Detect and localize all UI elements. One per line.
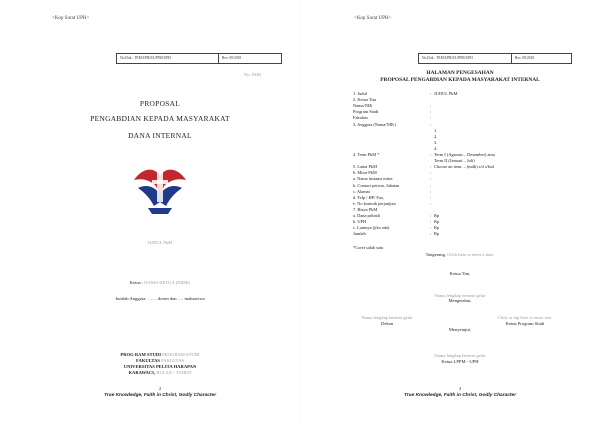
- page-divider: [300, 0, 301, 424]
- form-row-value: 1.: [434, 127, 438, 133]
- form-row-value: 4.: [434, 145, 438, 151]
- form-row-label: e. No kontrak perjanjian: [353, 200, 396, 206]
- pkm-title: PENGABDIAN KEPADA MASYARAKAT: [90, 114, 230, 123]
- form-row-label: b. Contact person, Jabatan: [353, 182, 400, 188]
- uph-logo-icon: [128, 158, 192, 220]
- form-row-label: c. Lainnya (jika ada): [353, 225, 390, 231]
- lppm-signature-name: Nama lengkap beserta gelar: [434, 353, 486, 358]
- form-row-value: 3.: [434, 139, 438, 145]
- form-row-colon: :: [430, 170, 432, 176]
- ketua-tim-signature-name: Nama lengkap beserta gelar: [434, 293, 486, 298]
- form-row-value: Choose an item. – (mdk) s/d s/bsd: [434, 164, 494, 170]
- form-row-label: 2. Ketua Tim: [353, 97, 377, 103]
- approval-title: HALAMAN PENGESAHAN: [426, 70, 494, 76]
- page-number-left: 2: [158, 386, 162, 391]
- proposal-title: PROPOSAL: [139, 99, 181, 108]
- form-row-colon: :: [430, 121, 432, 127]
- footer-motto-right: True Knowledge, Faith in Christ, Godly Character: [403, 393, 517, 398]
- form-row-colon: :: [430, 164, 432, 170]
- form-row-colon: :: [430, 109, 432, 115]
- form-row-label: 1. Judul: [353, 91, 367, 96]
- form-row-colon: :: [430, 231, 432, 237]
- form-row-label: 6. Mitra PkM: [353, 170, 377, 176]
- fund-title: DANA INTERNAL: [128, 131, 192, 140]
- ketua-label: Ketua :: [129, 280, 145, 285]
- city-line: [60, 370, 260, 375]
- kaprodi-signature-name[interactable]: Click or tap here to enter text.: [497, 315, 553, 320]
- kaprodi-label: Ketua Program Studi: [505, 321, 545, 326]
- dekan-label: Dekan: [381, 321, 393, 326]
- form-row-colon: :: [430, 194, 432, 200]
- doc-number-box-right: [418, 53, 572, 64]
- form-row-label: b. UPH: [353, 219, 367, 225]
- form-row-colon: :: [430, 219, 432, 225]
- form-row-colon: :: [430, 91, 432, 96]
- form-row-label: Jumlah: [353, 231, 366, 237]
- fakultas-line: [60, 358, 260, 363]
- fakultas-name: FAKULTAS: [161, 358, 184, 363]
- form-row-label: a. Nama instansi mitra: [353, 176, 393, 182]
- form-row-label: Nama/NIK: [353, 103, 373, 109]
- form-row-colon: :: [430, 152, 432, 157]
- form-row-colon: :: [430, 188, 432, 194]
- doc-number: No.Dok : TEM-I/PRO/LPPM/UPH: [117, 54, 219, 63]
- ketua-line: [60, 280, 260, 285]
- lppm-label: Ketua LPPM - UPH: [441, 359, 479, 364]
- form-row-label: d. Telp / HP/ Fax,: [353, 194, 385, 200]
- ketua-tim-label: Ketua Tim,: [449, 271, 471, 276]
- form-row-label: c. Alamat: [353, 188, 370, 194]
- form-row-colon: :: [430, 225, 432, 231]
- page-number-right: 3: [458, 386, 462, 391]
- form-row-label: 3. Anggota (Nama/NIK): [353, 121, 396, 127]
- judul-pkm: JUDUL PkM: [147, 240, 173, 245]
- prodi-name: PROGRAM STUDI: [162, 352, 200, 357]
- form-row-label: Fakultas: [353, 115, 368, 121]
- form-row-value: Term II (Januari – Juli): [434, 158, 475, 164]
- form-row-value: Rp: [434, 231, 440, 237]
- anggota-line: Jumlah Anggota: …… dosen dan …. mahasiswa: [115, 296, 205, 301]
- ketua-name: NAMA KETUA (NIDK): [144, 280, 191, 285]
- form-row-label: Program Studi: [353, 109, 379, 115]
- form-row-value: Rp: [434, 219, 440, 225]
- doc-revision: Rev. 00/2018: [222, 56, 242, 60]
- kop-surat-right: <Kop Surat UPH>: [354, 16, 392, 21]
- form-row-label: 4. Term PkM *: [353, 152, 380, 157]
- form-row-value: Rp: [434, 225, 440, 231]
- doc-number: No.Dok : TEM-I/PRO/LPPM/UPH: [419, 54, 512, 63]
- date-placeholder-right[interactable]: Click here to enter a date.: [447, 252, 495, 257]
- no-pkm: No. PkM: [244, 72, 261, 77]
- form-row-colon: :: [430, 182, 432, 188]
- tangerang-line: [345, 252, 575, 257]
- form-row-value: 2.: [434, 133, 438, 139]
- menyetujui-label: Menyetujui,: [448, 327, 472, 332]
- city-label: KARAWACI,: [128, 370, 157, 375]
- form-row-value: Rp: [434, 213, 440, 218]
- form-row-value: JUDUL PkM: [434, 91, 458, 96]
- form-row-colon: :: [430, 115, 432, 121]
- footer-motto-left: True Knowledge, Faith in Christ, Godly Character: [103, 393, 217, 398]
- doc-revision: Rev. 00/2018: [515, 56, 535, 60]
- note-text: *Coret salah satu: [353, 245, 384, 250]
- form-row-label: 5. Lama PkM: [353, 164, 378, 170]
- approval-subtitle: PROPOSAL PENGABDIAN KEPADA MASYARAKAT INTERNAL: [380, 77, 540, 83]
- form-row-colon: :: [430, 103, 432, 109]
- kop-surat-left: <Kop Surat UPH>: [52, 16, 90, 21]
- form-row-label: a. Dana pribadi: [353, 213, 380, 218]
- mengetahui-label: Mengetahui,: [448, 298, 472, 303]
- form-row-colon: :: [430, 176, 432, 182]
- date-placeholder: BULAN - TAHUN: [156, 370, 192, 375]
- form-row-value: Term I (Agustus – Desember) atau: [434, 152, 495, 157]
- university-name: UNIVERSITAS PELITA HARAPAN: [123, 364, 197, 369]
- fakultas-label: FAKULTAS: [136, 358, 162, 363]
- dekan-signature-name: Nama lengkap beserta gelar: [361, 315, 413, 320]
- doc-number-box-left: [116, 53, 282, 64]
- prodi-line: [60, 352, 260, 357]
- tangerang-label: Tangerang,: [425, 252, 448, 257]
- form-row-colon: :: [430, 200, 432, 206]
- form-row-label: 7. Biaya PkM: [353, 206, 378, 212]
- form-row-colon: :: [430, 213, 432, 218]
- prodi-label: PROG RAM STUDI: [120, 352, 163, 357]
